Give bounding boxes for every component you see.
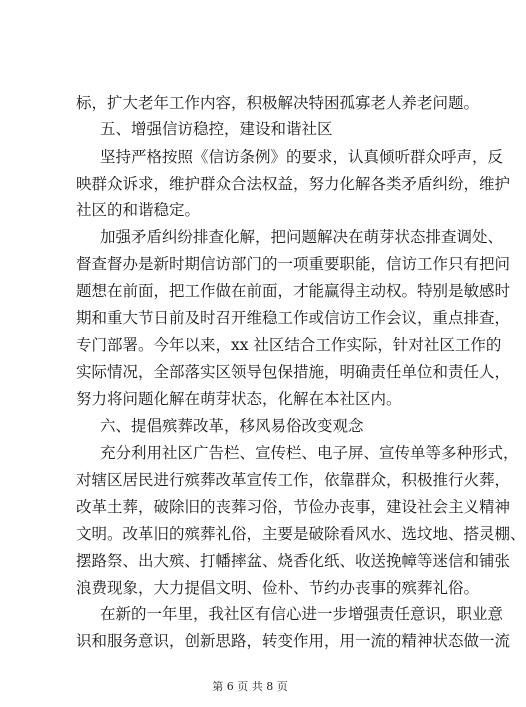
body-text-line: 浪费现象，大力提倡文明、俭朴、节约办丧事的殡葬礼俗。: [76, 579, 480, 597]
body-text-line: 充分利用社区广告栏、宣传栏、电子屏、宣传单等多种形式，: [100, 444, 519, 462]
body-text-line: 题想在前面，把工作做在前面，才能赢得主动权。特别是敏感时: [76, 282, 511, 300]
body-text-line: 期和重大节日前及时召开维稳工作或信访工作会议，重点排查，: [76, 309, 511, 327]
page-number-footer: 第 6 页 共 8 页: [212, 680, 288, 693]
body-text-line: 实际情况，全部落实区领导包保措施，明确责任单位和责任人，: [76, 363, 511, 381]
body-text-line: 在新的一年里，我社区有信心进一步增强责任意识，职业意: [100, 605, 504, 623]
body-text-line: 对辖区居民进行殡葬改革宣传工作，依靠群众，积极推行火葬，: [76, 471, 511, 489]
body-text-line: 加强矛盾纠纷排查化解，把问题解决在萌芽状态排查调处、: [100, 228, 504, 246]
body-text-line: 努力将问题化解在萌芽状态，化解在本社区内。: [76, 390, 402, 408]
body-text-line: 文明。改革旧的殡葬礼俗，主要是破除看风水、选坟地、搭灵棚、: [76, 525, 526, 543]
body-text-line: 督查督办是新时期信访部门的一项重要职能，信访工作只有把问: [76, 255, 511, 273]
section-heading: 五、增强信访稳控，建设和谐社区: [100, 120, 333, 138]
body-text-line: 改革土葬，破除旧的丧葬习俗，节俭办丧事，建设社会主义精神: [76, 498, 511, 516]
body-text-line: 映群众诉求，维护群众合法权益，努力化解各类矛盾纠纷，维护: [76, 175, 511, 193]
body-text-line: 摆路祭、出大殡、打幡摔盆、烧香化纸、收送挽幛等迷信和铺张: [76, 552, 511, 570]
body-text-line: 识和服务意识，创新思路，转变作用，用一流的精神状态做一流: [76, 632, 511, 650]
body-text-line: 标，扩大老年工作内容，积极解决特困孤寡老人养老问题。: [76, 94, 480, 112]
body-text-line: 社区的和谐稳定。: [76, 201, 201, 219]
section-heading: 六、提倡殡葬改革，移风易俗改变观念: [100, 417, 364, 435]
body-text-line: 坚持严格按照《信访条例》的要求，认真倾听群众呼声，反: [100, 148, 504, 166]
body-text-line: 专门部署。今年以来，xx 社区结合工作实际，针对社区工作的: [76, 336, 502, 354]
